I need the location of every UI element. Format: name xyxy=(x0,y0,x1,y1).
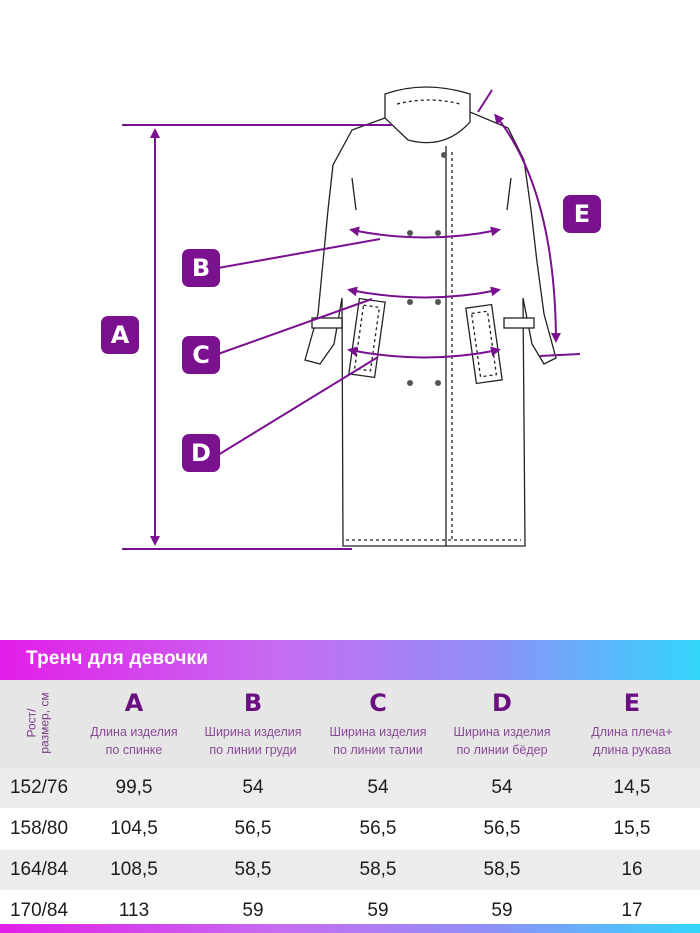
size-cell: 170/84 xyxy=(0,891,78,932)
marker-e: E xyxy=(563,195,601,233)
column-header-e xyxy=(564,680,700,768)
corner-header xyxy=(0,680,78,768)
cell-a: 104,5 xyxy=(78,809,190,850)
table-row xyxy=(0,809,700,850)
cell-e: 15,5 xyxy=(564,809,700,850)
cell-e: 17 xyxy=(564,891,700,932)
cell-b: 56,5 xyxy=(190,809,316,850)
cell-c: 54 xyxy=(316,768,440,809)
cell-d: 59 xyxy=(440,891,564,932)
size-table xyxy=(0,680,700,932)
column-header-d xyxy=(440,680,564,768)
bottom-gradient-bar xyxy=(0,924,700,933)
column-desc-line1: Ширина изделия xyxy=(329,725,427,739)
table-row xyxy=(0,850,700,891)
table-header-row xyxy=(0,680,700,768)
size-cell: 158/80 xyxy=(0,809,78,850)
coat-outline xyxy=(305,87,556,546)
marker-a: A xyxy=(101,316,139,354)
corner-label-line2: размер, см xyxy=(37,692,52,754)
column-letter: A xyxy=(124,689,144,717)
column-header-a xyxy=(78,680,190,768)
corner-label-line1: Рост/ xyxy=(24,708,39,738)
column-desc-line2: по спинке xyxy=(105,743,163,757)
column-desc-line2: по линии бёдер xyxy=(456,743,548,757)
column-letter: E xyxy=(623,689,641,717)
marker-d: D xyxy=(182,434,220,472)
cell-a: 113 xyxy=(78,891,190,932)
cell-d: 58,5 xyxy=(440,850,564,891)
marker-b: B xyxy=(182,249,220,287)
cell-c: 56,5 xyxy=(316,809,440,850)
column-desc-line1: Ширина изделия xyxy=(204,725,302,739)
marker-c: C xyxy=(182,336,220,374)
size-cell: 164/84 xyxy=(0,850,78,891)
page-title: Тренч для девочки xyxy=(26,648,209,669)
column-desc-line2: по линии талии xyxy=(333,743,423,757)
cell-a: 99,5 xyxy=(78,768,190,809)
cell-b: 59 xyxy=(190,891,316,932)
cell-b: 58,5 xyxy=(190,850,316,891)
cell-c: 58,5 xyxy=(316,850,440,891)
column-header-c xyxy=(316,680,440,768)
size-cell: 152/76 xyxy=(0,768,78,809)
column-desc-line1: Ширина изделия xyxy=(453,725,551,739)
cell-d: 56,5 xyxy=(440,809,564,850)
column-header-b xyxy=(190,680,316,768)
cell-d: 54 xyxy=(440,768,564,809)
title-banner xyxy=(0,640,700,680)
cell-e: 14,5 xyxy=(564,768,700,809)
cell-c: 59 xyxy=(316,891,440,932)
cell-b: 54 xyxy=(190,768,316,809)
cell-e: 16 xyxy=(564,850,700,891)
column-desc-line2: длина рукава xyxy=(592,743,672,757)
column-letter: C xyxy=(369,689,387,717)
column-desc-line1: Длина изделия xyxy=(90,725,178,739)
column-desc-line1: Длина плеча+ xyxy=(591,725,673,739)
cell-a: 108,5 xyxy=(78,850,190,891)
column-desc-line2: по линии груди xyxy=(209,743,297,757)
column-letter: D xyxy=(492,689,512,717)
column-letter: B xyxy=(243,689,263,717)
table-row xyxy=(0,768,700,809)
